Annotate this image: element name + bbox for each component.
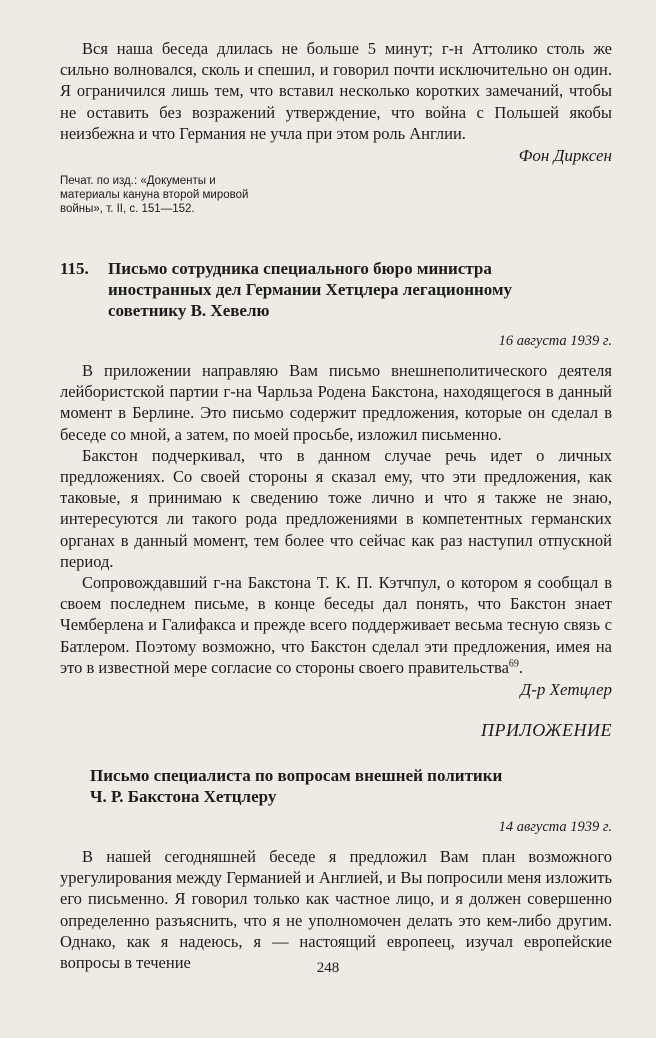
- letter-paragraph: В нашей сегодняшней беседе я предложил Вам план возможного урегулирования между Германией и Англией, и Вы попросили меня изложить его письменно. Я говорил только как частное лицо, и я должен совершенно определенно разъяснить, что я не уполномочен делать это кем-либо другим. Однако, как я надеюсь, я — настоящий европеец, изучал европейские вопросы в течение: [60, 847, 612, 973]
- letter-title: Письмо специалиста по вопросам внешней политики Ч. Р. Бакстона Хетцлеру: [90, 766, 503, 807]
- appendix-label: ПРИЛОЖЕНИЕ: [481, 720, 612, 741]
- book-page: [60, 38, 612, 973]
- footnote-reference: 69: [508, 658, 519, 670]
- top-signature: Фон Дирксен: [518, 146, 612, 166]
- source-note: Печат. по изд.: «Документы и материалы кануна второй мировой войны», т. II, с. 151—152.: [60, 175, 249, 216]
- document-number: 115.: [60, 259, 89, 279]
- document-paragraph: В приложении направляю Вам письмо внешнеполитического деятеля лейбористской партии г-на Чарльза Родена Бакстона, находящегося в данный момент в Берлине. Это письмо содержит предложения, которые он сделал в беседе со мной, а затем, по моей просьбе, изложил письменно.: [60, 361, 612, 444]
- page-number: 248: [316, 960, 340, 976]
- document-heading: [60, 258, 612, 321]
- document-paragraph-last-text: Сопровождавший г-на Бакстона Т. К. П. Кэтчпул, о котором я сообщал в своем последнем письме, в конце беседы дал понять, что Бакстон знает Чемберлена и Галифакса и прежде всего поддерживает весьма тесную связь с Батлером. Поэтому возможно, что Бакстон сделал эти предложения, имея на это в известной мере согласие со стороны своего правительства: [60, 573, 612, 677]
- document-signature: Д-р Хетцлер: [520, 680, 612, 700]
- letter-date: 14 августа 1939 г.: [498, 819, 612, 836]
- document-date: 16 августа 1939 г.: [498, 333, 612, 350]
- document-paragraph: Бакстон подчеркивал, что в данном случае речь идет о личных предложениях. Со своей стороны я сказал ему, что эти предложения, как таковые, я принимаю к сведению тоже лично и что я также не знаю, интересуются ли такого рода предложениями в компетентных германских органах в данный момент, тем более что сейчас как раз наступил отпускной период.: [60, 445, 612, 571]
- document-paragraph-last: [60, 572, 612, 678]
- document-paragraph-last-end: .: [518, 657, 524, 677]
- top-paragraph: Вся наша беседа длилась не больше 5 минут; г-н Аттолико столь же сильно волновался, сколь и спешил, и говорил почти исключительно он один. Я ограничился лишь тем, что вставил несколько коротких замечаний, чтобы не оставить без возражений утверждение, что война с Польшей якобы неизбежна и что Германия не учла при этом роль Англии.: [60, 39, 612, 143]
- document-title: Письмо сотрудника специального бюро министра иностранных дел Германии Хетцлера легационному советнику В. Хевелю: [108, 259, 513, 321]
